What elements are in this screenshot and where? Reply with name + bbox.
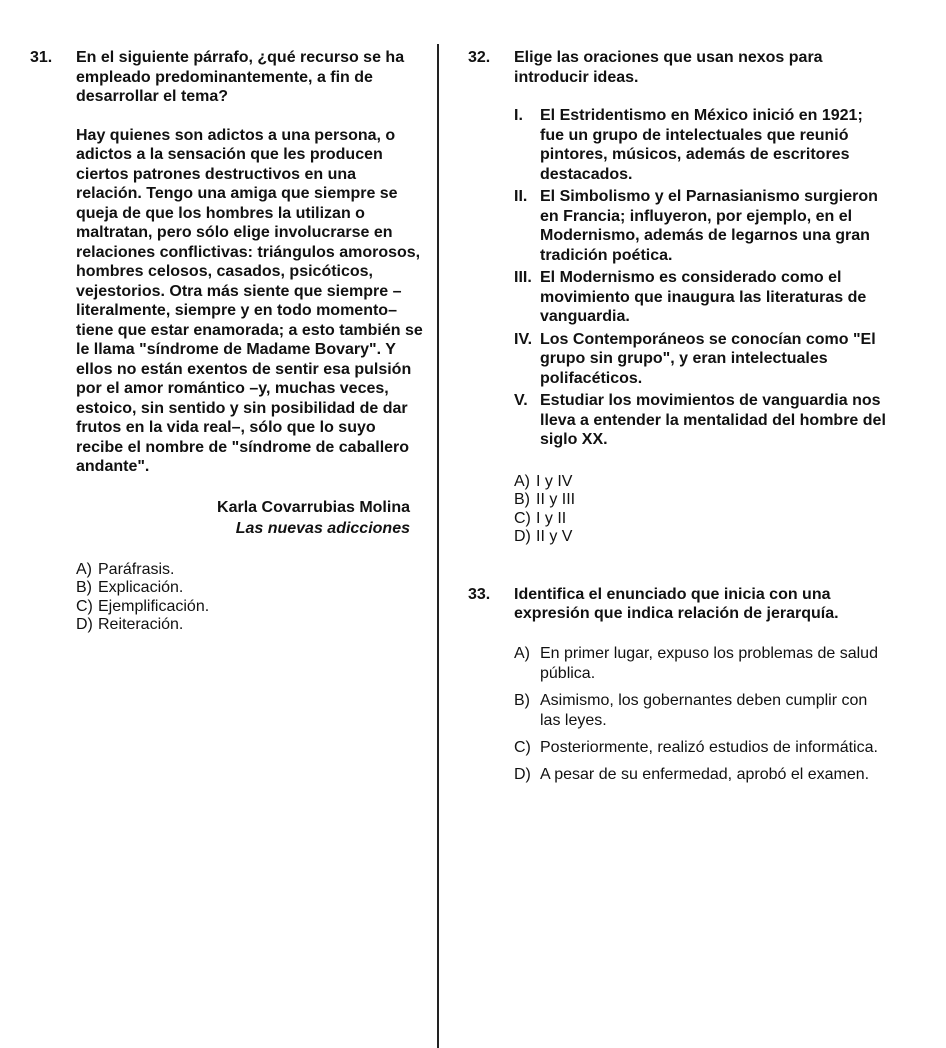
option-text: A pesar de su enfermedad, aprobó el examen.: [540, 765, 870, 783]
statement-i: [514, 106, 888, 184]
answer-options: [76, 561, 430, 635]
statement-numeral: II.: [514, 188, 528, 205]
option-letter: D): [514, 765, 531, 783]
option-letter: A): [514, 644, 530, 662]
option-text: Paráfrasis.: [98, 560, 175, 578]
answer-option-b[interactable]: [514, 691, 888, 731]
option-text: I y II: [536, 509, 567, 527]
question-text: Elige las oraciones que usan nexos para introducir ideas.: [514, 49, 823, 86]
statement-numeral: IV.: [514, 330, 533, 348]
answer-option-c[interactable]: [514, 510, 888, 529]
statement-text: Los Contemporáneos se conocían como "El grupo sin grupo", y eran intelectuales polifacéticos.: [540, 330, 876, 387]
passage: Hay quienes son adictos a una persona, o adictos a la sensación que les producen ciertos patrones destructivos en una relación. Tengo una amiga que siempre se queja de que los hombres la utilizan o maltratan, pero sólo elige involucrarse en relaciones conflictivas: triángulos amorosos, hombres celosos, casados, psicóticos, vejestorios. Otra más siente que siempre –literalmente, siempre y en todo momento– tiene que estar enamorada; a esto también se le llama "síndrome de Madame Bovary". Y ellos no están exentos de sentir esa pulsión por el amor romántico –y, muchas veces, estoico, sin sentido y sin posibilidad de dar frutos en la vida real–, sólo que lo suyo recibe el nombre de "síndrome de caballero andante".: [76, 126, 423, 475]
statement-text: Estudiar los movimientos de vanguardia nos lleva a entender la mentalidad del hombre del siglo XX.: [540, 392, 886, 448]
option-letter: B): [514, 491, 530, 508]
question-text: En el siguiente párrafo, ¿qué recurso se ha empleado predominantemente, a fin de desarrollar el tema?: [76, 49, 405, 105]
question-32-header: [468, 48, 888, 87]
option-text: Ejemplificación.: [98, 597, 210, 615]
question-33-header: [468, 585, 888, 624]
statement-list: [514, 106, 888, 450]
option-text: Reiteración.: [98, 616, 184, 633]
answer-option-b[interactable]: [514, 491, 888, 510]
author: Karla Covarrubias Molina: [217, 498, 410, 516]
statement-ii: [514, 187, 888, 265]
answer-option-a[interactable]: [514, 644, 888, 684]
answer-option-c[interactable]: [76, 598, 430, 617]
option-letter: B): [76, 579, 92, 596]
answer-options: [514, 644, 888, 785]
option-text: Explicación.: [98, 579, 184, 596]
statement-text: El Estridentismo en México inició en 1921; fue un grupo de intelectuales que reunió pintores, músicos, además de escritores destacados.: [540, 107, 863, 183]
question-number: 33.: [468, 585, 491, 603]
statement-numeral: III.: [514, 269, 532, 286]
statement-iv: [514, 330, 888, 389]
question-text: Identifica el enunciado que inicia con una expresión que indica relación de jerarquía.: [514, 585, 839, 622]
option-letter: C): [76, 597, 93, 615]
option-text: Asimismo, los gobernantes deben cumplir con las leyes.: [540, 691, 868, 729]
statement-v: [514, 391, 888, 450]
passage-attribution: [30, 497, 410, 539]
statement-numeral: V.: [514, 392, 528, 409]
question-31-header: [30, 48, 430, 107]
option-text: En primer lugar, expuso los problemas de salud pública.: [540, 644, 878, 682]
answer-option-a[interactable]: [76, 561, 430, 580]
option-letter: B): [514, 691, 530, 709]
statement-iii: [514, 268, 888, 327]
question-number: 31.: [30, 49, 53, 66]
option-letter: C): [514, 738, 531, 756]
work-title: Las nuevas adicciones: [235, 519, 410, 537]
right-column: [468, 48, 888, 792]
answer-options: [514, 473, 888, 547]
column-divider: [437, 44, 439, 1048]
answer-option-d[interactable]: [76, 616, 430, 635]
statement-text: El Simbolismo y el Parnasianismo surgieron en Francia; influyeron, por ejemplo, en el Modernismo, además de legarnos una gran tradición poética.: [540, 188, 878, 264]
question-31: [30, 48, 430, 635]
option-text: I y IV: [536, 472, 573, 490]
question-32: [468, 48, 888, 547]
answer-option-c[interactable]: [514, 738, 888, 758]
statement-text: El Modernismo es considerado como el movimiento que inaugura las literaturas de vanguardia.: [540, 269, 867, 325]
option-text: Posteriormente, realizó estudios de informática.: [540, 738, 878, 756]
answer-option-d[interactable]: [514, 765, 888, 785]
answer-option-a[interactable]: [514, 473, 888, 492]
answer-option-b[interactable]: [76, 579, 430, 598]
answer-option-d[interactable]: [514, 528, 888, 547]
option-letter: A): [76, 560, 92, 578]
option-letter: D): [514, 528, 531, 545]
question-number: 32.: [468, 49, 491, 66]
option-letter: D): [76, 616, 93, 633]
question-33: [468, 585, 888, 785]
option-letter: A): [514, 472, 530, 490]
statement-numeral: I.: [514, 107, 523, 124]
option-text: II y V: [536, 528, 573, 545]
option-letter: C): [514, 509, 531, 527]
option-text: II y III: [536, 491, 576, 508]
